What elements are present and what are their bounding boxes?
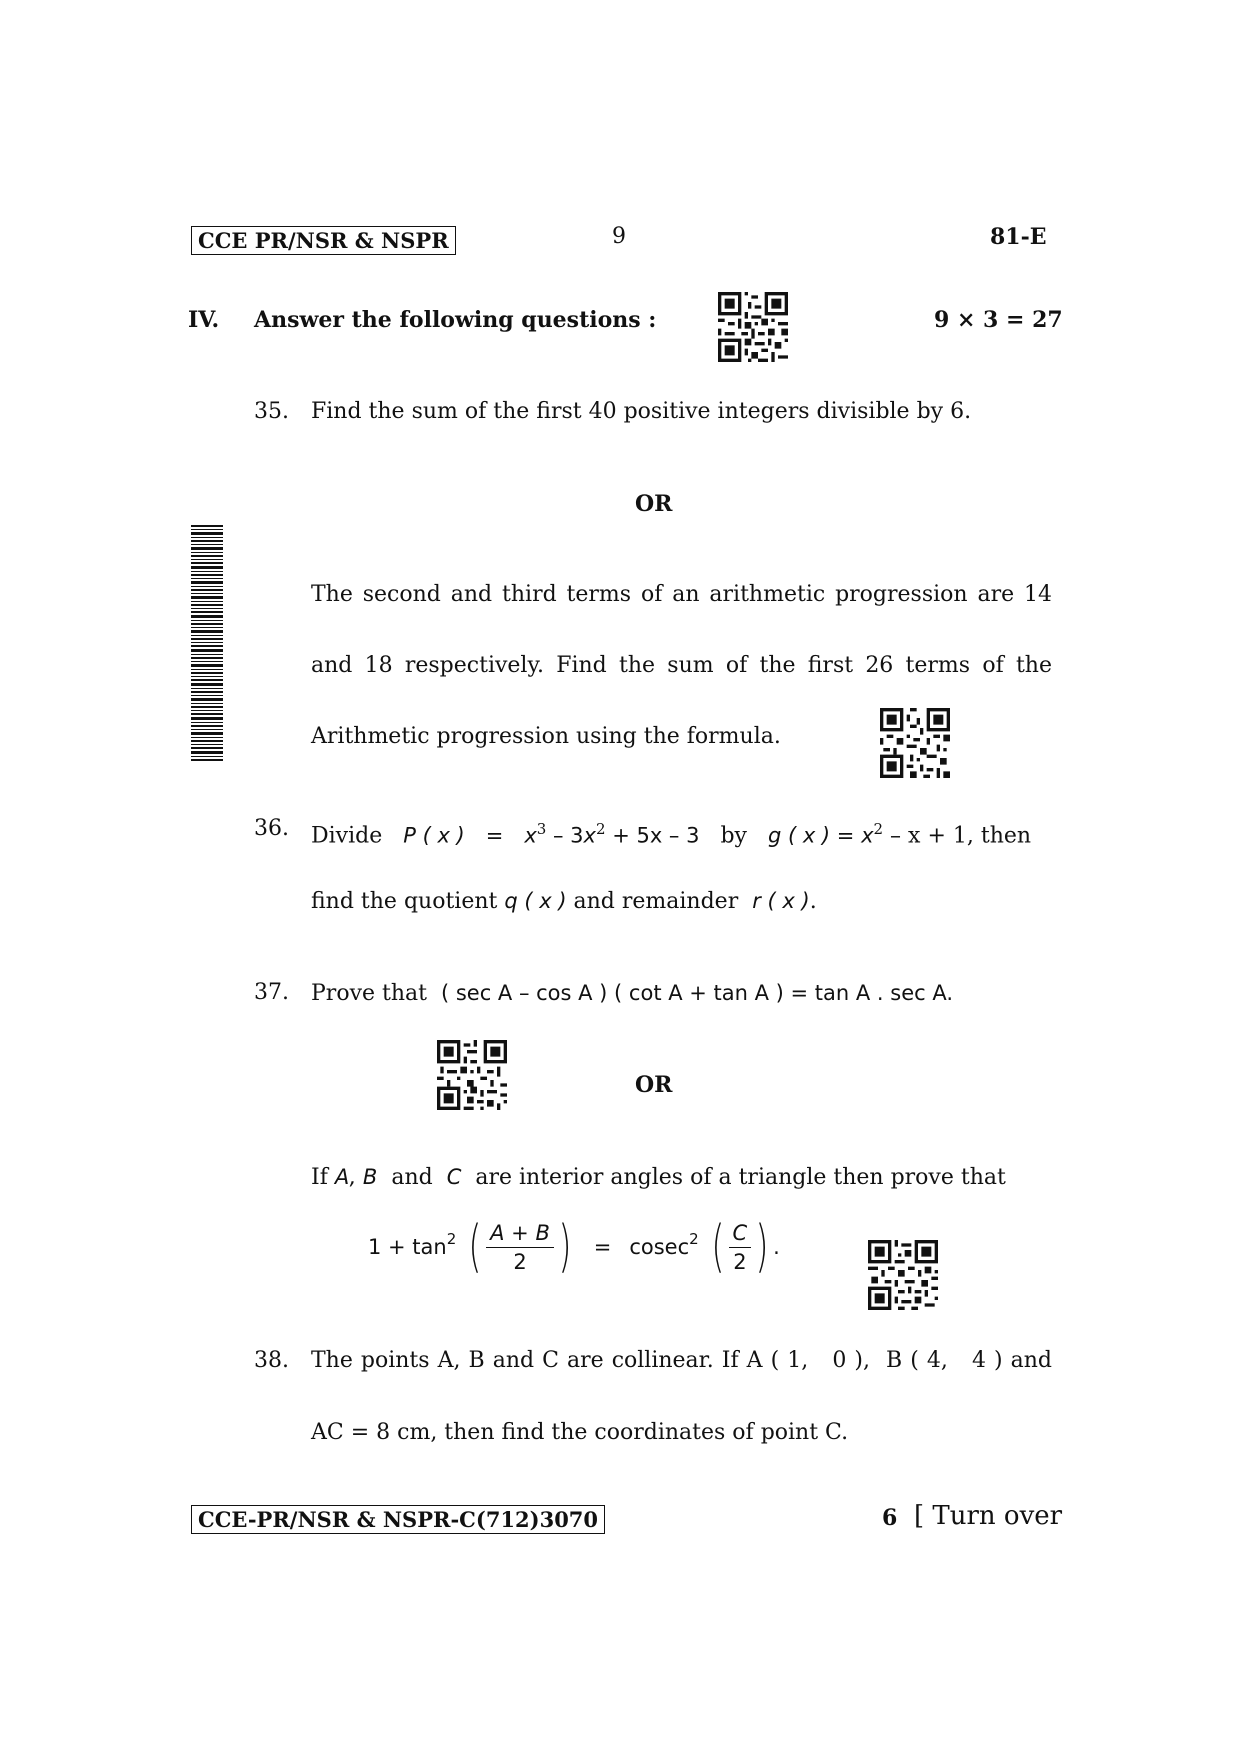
fraction-numerator: C (729, 1221, 752, 1248)
question-text: AC = 8 cm, then find the coordinates of point C. (311, 1420, 849, 1445)
right-paren: ) (558, 1214, 572, 1279)
exponent: 2 (446, 1230, 457, 1248)
quotient-q: q ( x ) (504, 889, 567, 913)
math-var: x (583, 823, 596, 848)
text-span: If (311, 1165, 335, 1190)
left-paren: ( (711, 1214, 725, 1279)
turn-over-label: [ Turn over (914, 1501, 1063, 1531)
fraction (486, 1221, 554, 1274)
equals-sign: = (830, 823, 862, 848)
or-separator: OR (635, 1072, 673, 1098)
footer-paper-code: CCE-PR/NSR & NSPR-C(712)3070 (191, 1505, 605, 1534)
exponent: 3 (536, 820, 547, 838)
math-var: A, B (334, 1165, 378, 1189)
math-term: + 5x – 3 (605, 823, 700, 848)
divide-word: Divide (311, 823, 383, 849)
equals-sign: = (593, 1235, 612, 1259)
math-term: cosec (629, 1235, 690, 1259)
text-span: and (384, 1165, 440, 1190)
question-number: 37. (254, 980, 289, 1005)
sheet-number: 6 (882, 1505, 898, 1531)
by-word: by (720, 823, 747, 849)
question-text (311, 1162, 1006, 1193)
trig-identity: ( sec A – cos A ) ( cot A + tan A ) = tan A . sec A. (440, 981, 954, 1005)
section-instruction: Answer the following questions : (254, 307, 657, 333)
section-numeral: IV. (188, 307, 220, 333)
page-number: 9 (612, 224, 626, 249)
polynomial-p: P ( x ) (403, 823, 465, 848)
left-paren: ( (468, 1214, 482, 1279)
question-text (311, 814, 1056, 851)
math-var: x (524, 823, 537, 848)
fraction (729, 1221, 752, 1274)
remainder-r: r ( x ) (752, 889, 810, 913)
fraction-denominator: 2 (733, 1249, 747, 1274)
polynomial-g: g ( x ) (767, 823, 831, 848)
subject-code: 81-E (990, 224, 1047, 250)
right-paren: ) (755, 1214, 769, 1279)
math-var: x (861, 823, 874, 848)
exponent: 2 (689, 1230, 699, 1248)
exponent: 2 (595, 820, 606, 838)
fraction-numerator: A + B (486, 1221, 554, 1248)
question-number: 38. (254, 1348, 289, 1373)
question-text (311, 978, 953, 1009)
exponent: 2 (873, 820, 884, 838)
or-separator: OR (635, 491, 673, 517)
question-text: Find the sum of the first 40 positive integers divisible by 6. (311, 399, 972, 424)
trig-equation (368, 1212, 780, 1282)
text-span: . (809, 889, 817, 914)
text-span: are interior angles of a triangle then prove that (468, 1165, 1006, 1190)
header-paper-code: CCE PR/NSR & NSPR (191, 226, 456, 255)
equals-sign: = (485, 823, 504, 848)
question-text: The second and third terms of an arithmetic progression are 14 (311, 582, 1052, 607)
barcode-icon (191, 525, 223, 761)
question-text: The points A, B and C are collinear. If A ( 1, 0 ), B ( 4, 4 ) and (311, 1348, 1052, 1373)
math-term: 1 + tan (368, 1235, 447, 1259)
section-marks: 9 × 3 = 27 (934, 307, 1063, 333)
math-term: – x + 1, then (883, 823, 1032, 849)
text-span: find the quotient (311, 889, 505, 914)
qr-code-icon (437, 1040, 507, 1110)
qr-code-icon (718, 292, 788, 362)
question-text: Arithmetic progression using the formula. (311, 724, 781, 749)
math-term: – 3 (546, 823, 584, 848)
question-text: and 18 respectively. Find the sum of the first 26 terms of the (311, 653, 1052, 678)
question-number: 36. (254, 816, 289, 841)
question-text (311, 886, 817, 917)
question-number: 35. (254, 399, 289, 424)
end-dot: . (773, 1235, 780, 1259)
text-span: Prove that (311, 981, 434, 1006)
fraction-denominator: 2 (513, 1249, 527, 1274)
math-var: C (446, 1165, 462, 1189)
qr-code-icon (868, 1240, 938, 1310)
text-span: and remainder (566, 889, 746, 914)
qr-code-icon (880, 708, 950, 778)
